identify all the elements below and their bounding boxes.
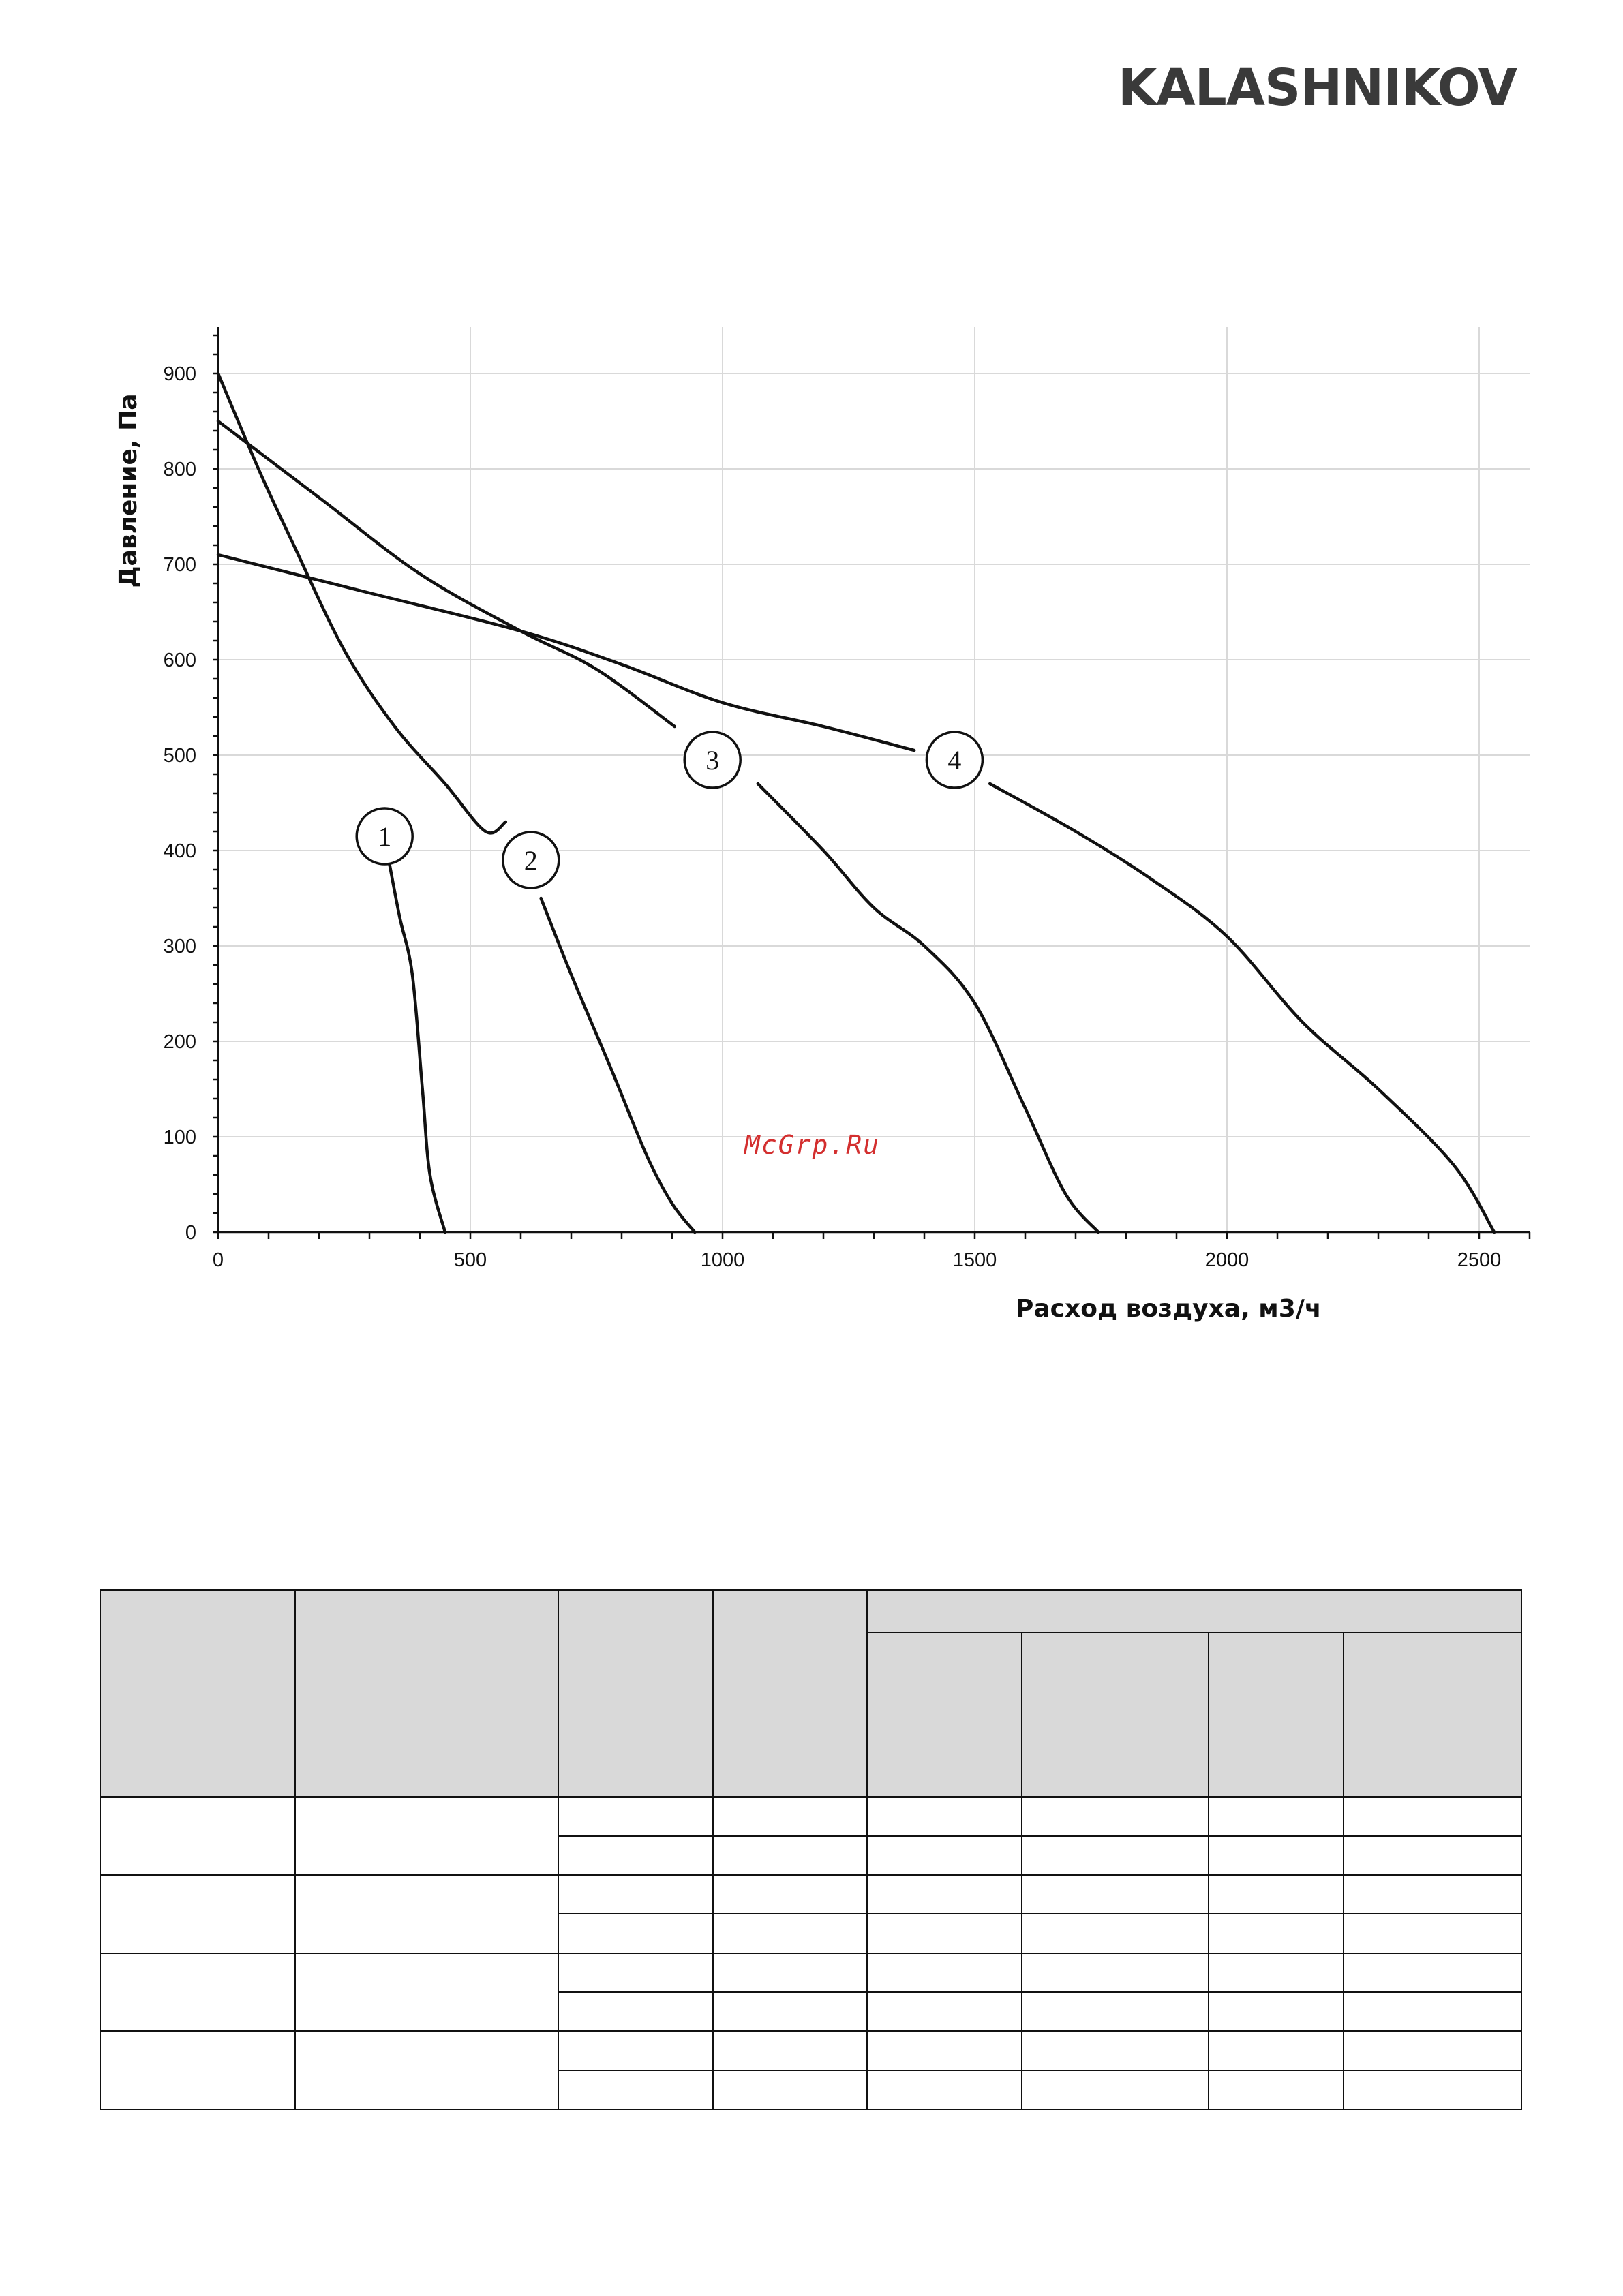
table-cell bbox=[1209, 1914, 1344, 1953]
table-cell bbox=[713, 1797, 867, 1836]
table-header-group-cell bbox=[867, 1590, 1521, 1632]
table-row bbox=[100, 2031, 1521, 2070]
table-header-cell bbox=[713, 1590, 867, 1797]
curve-4-label: 4 bbox=[947, 745, 962, 776]
table-cell bbox=[295, 2031, 558, 2109]
table-header-cell bbox=[1344, 1632, 1521, 1796]
y-tick-label: 200 bbox=[163, 1031, 196, 1053]
table-cell bbox=[1209, 1797, 1344, 1836]
table-cell bbox=[558, 2070, 713, 2109]
table-cell bbox=[558, 1875, 713, 1914]
x-tick-label: 1500 bbox=[952, 1249, 997, 1271]
curve-3-label: 3 bbox=[706, 745, 720, 776]
table-cell bbox=[1022, 1875, 1209, 1914]
curve-3-upper bbox=[218, 421, 675, 726]
curve-2-upper bbox=[218, 373, 506, 833]
table-cell bbox=[100, 2031, 295, 2109]
table-header-cell bbox=[1209, 1632, 1344, 1796]
table-cell bbox=[1209, 1836, 1344, 1875]
x-tick-label: 0 bbox=[212, 1249, 224, 1271]
table-cell bbox=[1209, 1992, 1344, 2031]
watermark-text: McGrp.Ru bbox=[744, 1130, 881, 1160]
table-cell bbox=[713, 1836, 867, 1875]
table-cell bbox=[100, 1875, 295, 1953]
table-cell bbox=[100, 1797, 295, 1876]
table-header-cell bbox=[867, 1632, 1022, 1796]
table-header-row-1 bbox=[100, 1590, 1521, 1632]
table-cell bbox=[867, 1875, 1022, 1914]
table-header-cell bbox=[100, 1590, 295, 1797]
table-cell bbox=[867, 1992, 1022, 2031]
table-cell bbox=[1022, 1914, 1209, 1953]
chart-curves bbox=[218, 373, 1494, 1232]
table-cell bbox=[1344, 2031, 1521, 2070]
table-cell bbox=[867, 1914, 1022, 1953]
table-cell bbox=[100, 1953, 295, 2032]
table-cell bbox=[1022, 1992, 1209, 2031]
chart-grid bbox=[218, 327, 1530, 1232]
table-cell bbox=[1209, 2031, 1344, 2070]
table-cell bbox=[867, 1836, 1022, 1875]
chart-axes bbox=[213, 327, 1530, 1239]
y-tick-label: 0 bbox=[185, 1222, 196, 1244]
curve-2-label: 2 bbox=[524, 845, 538, 876]
table-cell bbox=[867, 1797, 1022, 1836]
table-row bbox=[100, 1875, 1521, 1914]
table-cell bbox=[558, 1836, 713, 1875]
table-cell bbox=[295, 1953, 558, 2032]
table-cell bbox=[1022, 1836, 1209, 1875]
table-cell bbox=[1344, 1875, 1521, 1914]
table-cell bbox=[1344, 1992, 1521, 2031]
table-cell bbox=[713, 2031, 867, 2070]
y-tick-label: 300 bbox=[163, 936, 196, 958]
table-cell bbox=[713, 1914, 867, 1953]
curve-1-lower bbox=[390, 865, 445, 1232]
x-tick-label: 2000 bbox=[1204, 1249, 1249, 1271]
y-tick-label: 100 bbox=[163, 1127, 196, 1148]
x-tick-label: 500 bbox=[453, 1249, 487, 1271]
x-tick-label: 2500 bbox=[1457, 1249, 1502, 1271]
table-row bbox=[100, 1953, 1521, 1992]
table-cell bbox=[713, 1875, 867, 1914]
table-cell bbox=[558, 1953, 713, 1992]
y-tick-label: 400 bbox=[163, 840, 196, 862]
y-tick-label: 600 bbox=[163, 649, 196, 671]
y-tick-label: 500 bbox=[163, 745, 196, 767]
table-cell bbox=[867, 2031, 1022, 2070]
table-cell bbox=[713, 2070, 867, 2109]
y-tick-label: 700 bbox=[163, 554, 196, 576]
table-cell bbox=[713, 1992, 867, 2031]
table-cell bbox=[1344, 1914, 1521, 1953]
table-cell bbox=[295, 1797, 558, 1876]
curve-2-lower bbox=[541, 898, 695, 1232]
brand-logo: KALASHNIKOV bbox=[1118, 59, 1517, 117]
table-cell bbox=[558, 1992, 713, 2031]
table-cell bbox=[1022, 2070, 1209, 2109]
table-cell bbox=[558, 1914, 713, 1953]
table-header-cell bbox=[295, 1590, 558, 1797]
x-tick-label: 1000 bbox=[700, 1249, 745, 1271]
table-cell bbox=[1022, 1953, 1209, 1992]
table-cell bbox=[713, 1953, 867, 1992]
table-cell bbox=[558, 1797, 713, 1836]
table-cell bbox=[867, 2070, 1022, 2109]
y-axis-label: Давление, Па bbox=[115, 393, 142, 588]
specs-table bbox=[100, 1589, 1522, 2110]
table-cell bbox=[295, 1875, 558, 1953]
table-cell bbox=[1344, 2070, 1521, 2109]
x-axis-label: Расход воздуха, м3/ч bbox=[1016, 1295, 1322, 1323]
table-body bbox=[100, 1797, 1521, 2109]
table-header-cell bbox=[1022, 1632, 1209, 1796]
table-cell bbox=[1344, 1953, 1521, 1992]
table-cell bbox=[867, 1953, 1022, 1992]
table-cell bbox=[1022, 2031, 1209, 2070]
curve-1-label: 1 bbox=[378, 821, 392, 852]
y-tick-label: 900 bbox=[163, 363, 196, 385]
table-cell bbox=[1209, 1875, 1344, 1914]
y-tick-label: 800 bbox=[163, 459, 196, 480]
table-row bbox=[100, 1797, 1521, 1836]
table-cell bbox=[1344, 1797, 1521, 1836]
table-cell bbox=[1209, 2070, 1344, 2109]
table-header-cell bbox=[558, 1590, 713, 1797]
table-cell bbox=[1022, 1797, 1209, 1836]
table-cell bbox=[558, 2031, 713, 2070]
table-cell bbox=[1344, 1836, 1521, 1875]
table-cell bbox=[1209, 1953, 1344, 1992]
